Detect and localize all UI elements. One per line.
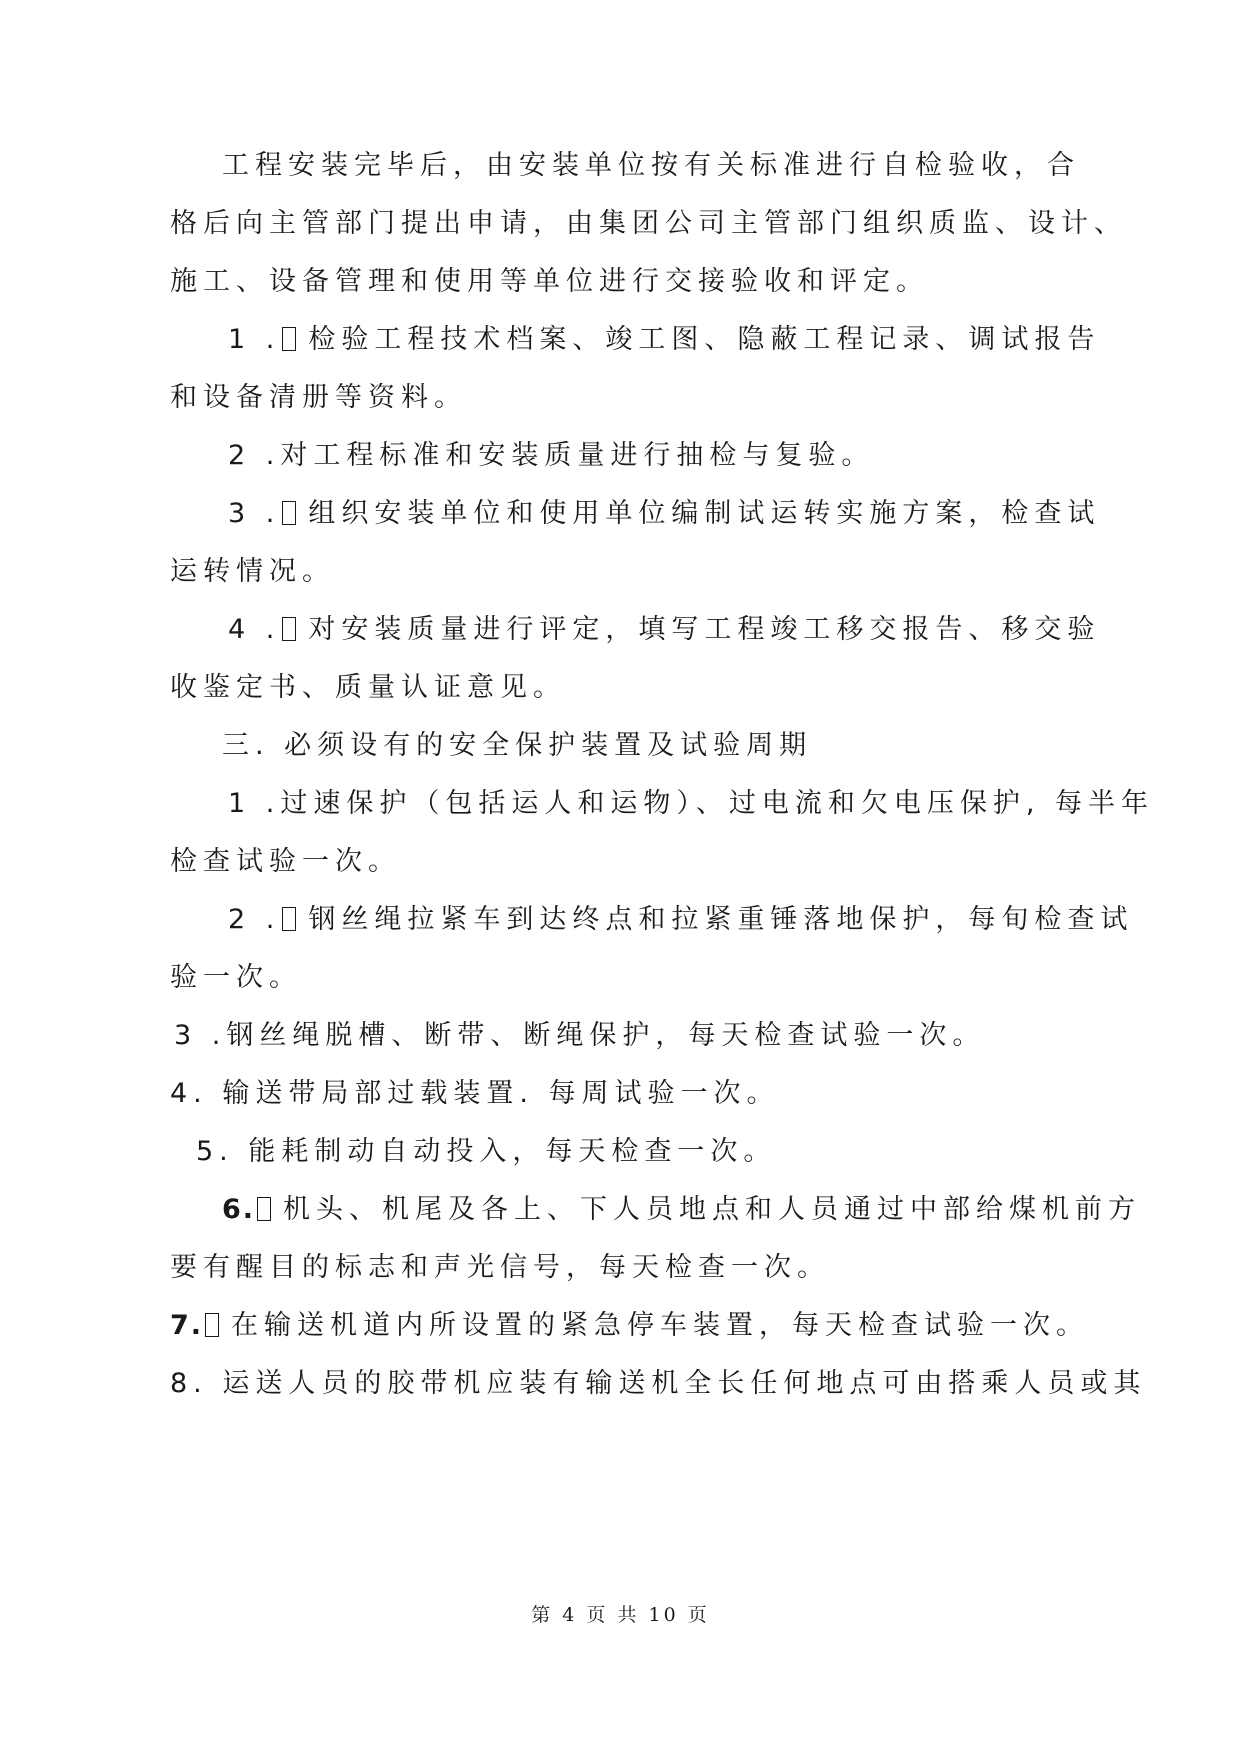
missing-glyph-box [282, 907, 296, 931]
list-item-1: 1 .过速保护（包括运人和运物）、过电流和欠电压保护, 每半年 [228, 788, 1155, 819]
list-item-8: 8. 运送人员的胶带机应装有输送机全长任何地点可由搭乘人员或其 [170, 1368, 1147, 1399]
missing-glyph-box [282, 617, 296, 641]
list-item-7: 7. 在输送机道内所设置的紧急停车装置，每天检查试验一次。 [170, 1310, 1090, 1341]
list-item-3: 3 . 组织安装单位和使用单位编制试运转实施方案，检查试 [228, 498, 1101, 529]
paragraph-line: 格后向主管部门提出申请，由集团公司主管部门组织质监、设计、 [170, 208, 1127, 239]
paragraph-line: 运转情况。 [170, 556, 335, 587]
list-item-6: 6. 机头、机尾及各上、下人员地点和人员通过中部给煤机前方 [222, 1194, 1142, 1225]
page-footer: 第 4 页 共 10 页 [531, 1604, 710, 1626]
paragraph-line: 收鉴定书、质量认证意见。 [170, 672, 566, 703]
list-item-2: 2 . 钢丝绳拉紧车到达终点和拉紧重锤落地保护，每旬检查试 [228, 904, 1134, 935]
paragraph-line: 施工、设备管理和使用等单位进行交接验收和评定。 [170, 266, 929, 297]
paragraph-line: 验一次。 [170, 962, 302, 993]
list-item-5: 5. 能耗制动自动投入，每天检查一次。 [196, 1136, 777, 1167]
list-item-1: 1 . 检验工程技术档案、竣工图、隐蔽工程记录、调试报告 [228, 324, 1101, 355]
paragraph-line: 要有醒目的标志和声光信号，每天检查一次。 [170, 1252, 830, 1283]
paragraph-line: 工程安装完毕后，由安装单位按有关标准进行自检验收，合 [222, 150, 1080, 181]
missing-glyph-box [257, 1197, 271, 1221]
total-page-count: 10 [648, 1604, 679, 1626]
list-item-3: 3 .钢丝绳脱槽、断带、断绳保护，每天检查试验一次。 [174, 1020, 986, 1051]
current-page-number: 4 [562, 1604, 578, 1626]
missing-glyph-box [205, 1313, 219, 1337]
section-heading: 三. 必须设有的安全保护装置及试验周期 [222, 730, 813, 761]
list-item-4: 4 . 对安装质量进行评定，填写工程竣工移交报告、移交验 [228, 614, 1101, 645]
list-item-4: 4. 输送带局部过载装置. 每周试验一次。 [170, 1078, 780, 1109]
list-item-2: 2 .对工程标准和安装质量进行抽检与复验。 [228, 440, 875, 471]
missing-glyph-box [282, 327, 296, 351]
paragraph-line: 检查试验一次。 [170, 846, 401, 877]
missing-glyph-box [282, 501, 296, 525]
paragraph-line: 和设备清册等资料。 [170, 382, 467, 413]
